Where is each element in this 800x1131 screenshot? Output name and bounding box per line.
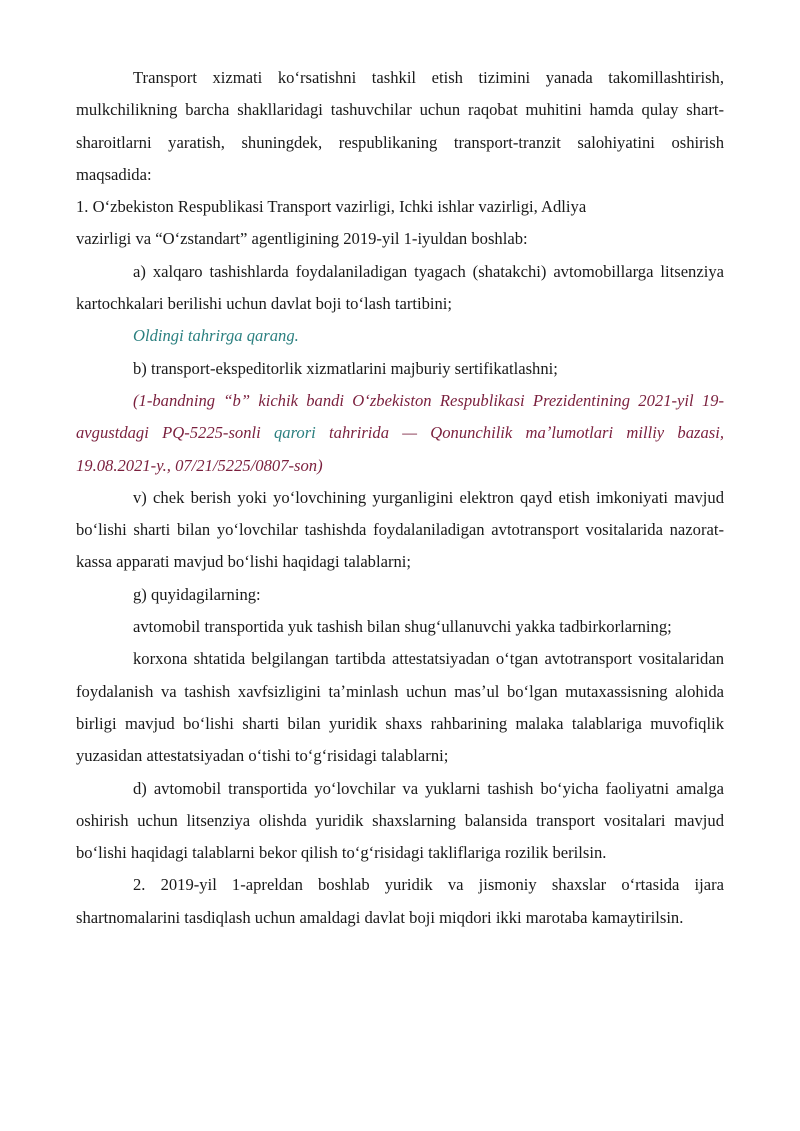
amendment-note-text-after: tahririda — Qonunchilik maʼlumotlari milliy bazasi, 19.08.2021-y., 07/21/5225/0807-son) [76,423,724,475]
amendment-note [76,385,724,482]
item-1g-sub-1-paragraph: avtomobil transportida yuk tashish bilan shugʻullanuvchi yakka tadbirkorlarning; [133,617,672,637]
item-1v-paragraph: v) chek berish yoki yoʻlovchining yurganligini elektron qayd etish imkoniyati mavjud boʻlishi sharti bilan yoʻlovchilar tashishda foydalaniladigan avtotransport vositalarida nazorat-kassa apparati mavjud boʻlishi haqidagi talablarni; [76,487,724,572]
item-1-line-1: 1. Oʻzbekiston Respublikasi Transport vazirligi, Ichki ishlar vazirligi, Adliya [76,197,587,217]
item-1a-paragraph: a) xalqaro tashishlarda foydalaniladigan tyagach (shatakchi) avtomobillarga litsenziya kartochkalari berilishi uchun davlat boji toʻlash tartibini; [76,261,724,314]
see-previous-edition-link[interactable]: Oldingi tahrirga qarang. [133,326,299,346]
item-1g-paragraph: g) quyidagilarning: [133,584,261,604]
see-previous-edition-link-row [76,320,724,352]
document-page [76,62,724,934]
item-1d-paragraph: d) avtomobil transportida yoʻlovchilar va yuklarni tashish boʻyicha faoliyatni amalga oshirish uchun litsenziya olishda yuridik shaxslarning balansida transport vositalari mavjud boʻlishi haqidagi talablarni bekor qilish toʻgʻrisidagi takliflariga rozilik berilsin. [76,778,724,863]
item-1-line-2: vazirligi va “Oʻzstandart” agentligining 2019-yil 1-iyuldan boshlab: [76,229,528,249]
decree-link[interactable]: qarori [273,423,316,443]
item-1b-paragraph: b) transport-ekspeditorlik xizmatlarini majburiy sertifikatlashni; [133,358,558,378]
amendment-note-text-before: (1-bandning “b” kichik bandi Oʻzbekiston Respublikasi Prezidentining 2021-yil 19-avgustdagi PQ-5225-sonli [76,390,724,443]
item-1g-sub-2-paragraph: korxona shtatida belgilangan tartibda attestatsiyadan oʻtgan avtotransport vositalaridan foydalanish va tashish xavfsizligini taʼminlash uchun masʼul boʻlgan mutaxassisning alohida birligi mavjud boʻlishi sharti bilan yuridik shaxs rahbarining malaka talablariga muvofiqlik yuzasidan attestatsiyadan oʻtishi toʻgʻrisidagi talablarni; [76,649,724,766]
intro-paragraph: Transport xizmati koʻrsatishni tashkil etish tizimini yanada takomillashtirish, mulkchilikning barcha shakllaridagi tashuvchilar uchun raqobat muhitini hamda qulay shart-sharoitlarni yaratish, shuningdek, respublikaning transport-tranzit salohiyatini oshirish maqsadida: [76,68,724,184]
item-2-paragraph: 2. 2019-yil 1-apreldan boshlab yuridik va jismoniy shaxslar oʻrtasida ijara shartnomalarini tasdiqlash uchun amaldagi davlat boji miqdori ikki marotaba kamaytirilsin. [76,875,724,927]
